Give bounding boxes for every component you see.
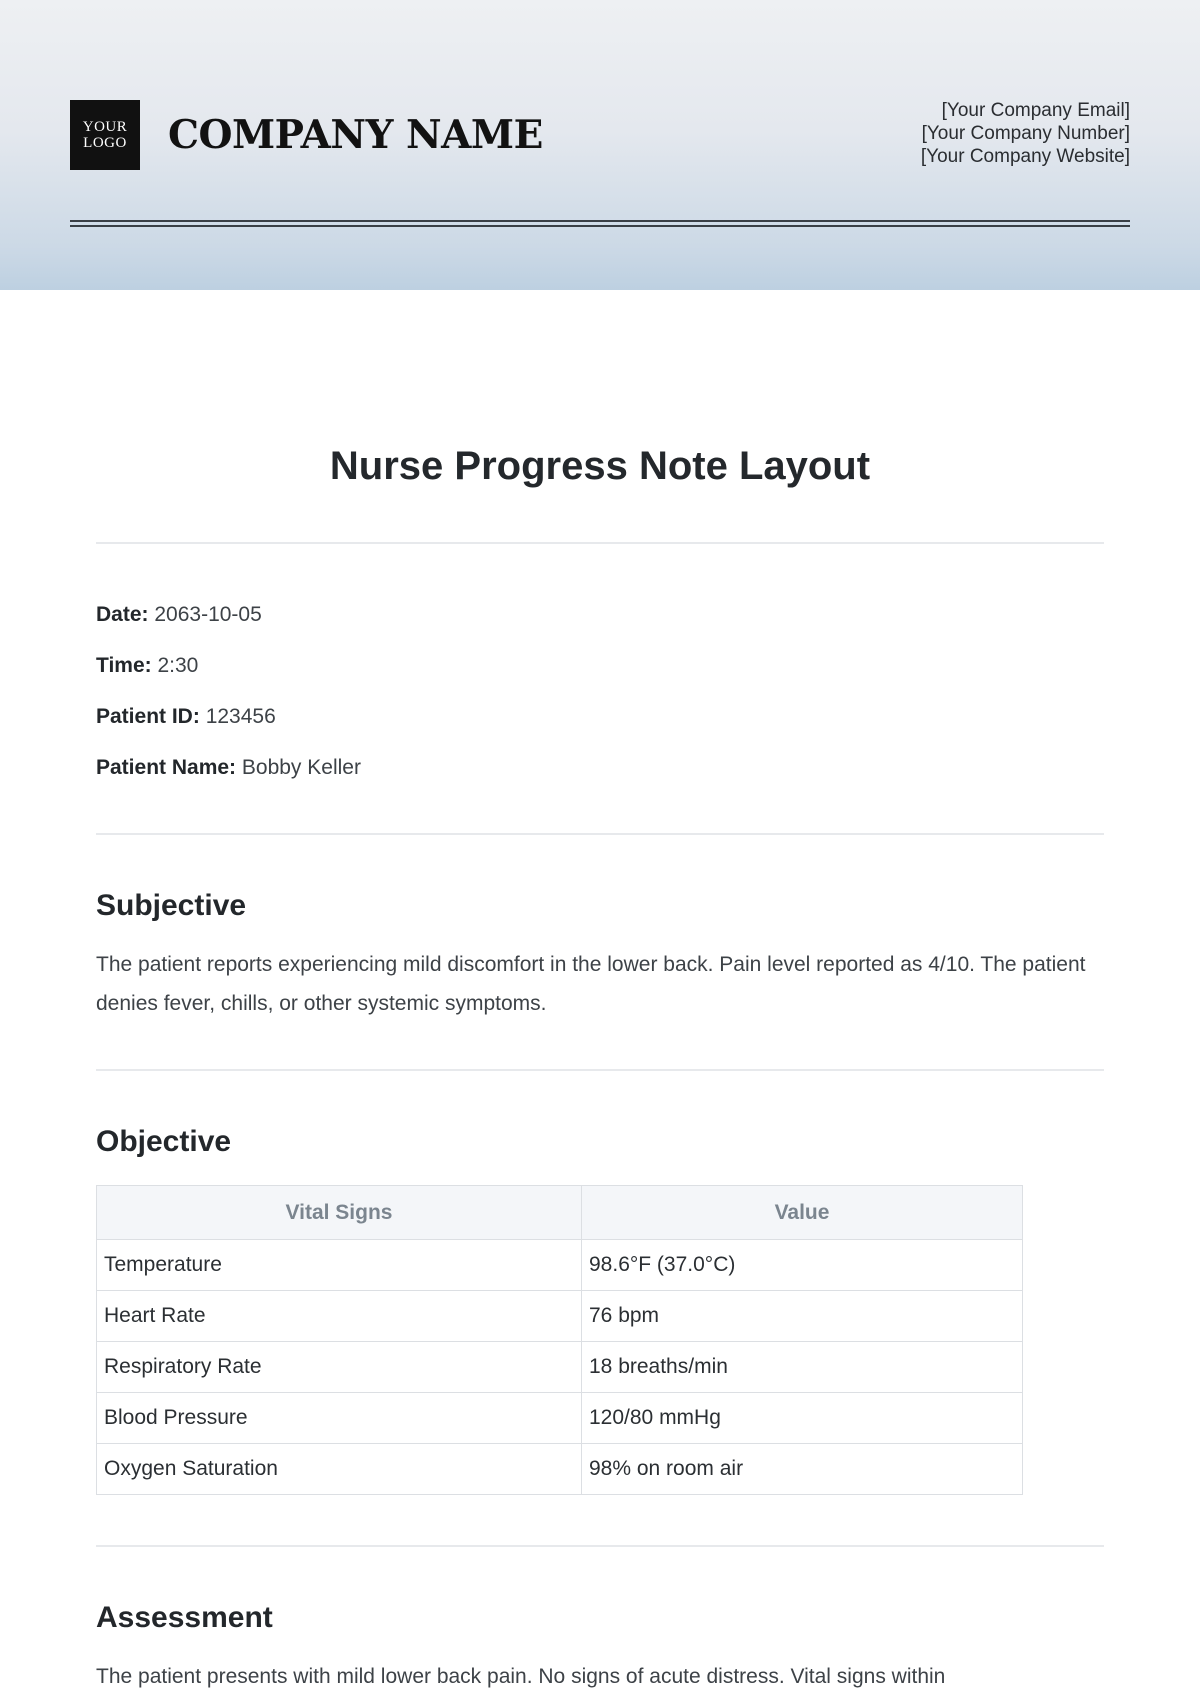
vital-sign-name: Temperature: [97, 1240, 582, 1291]
vital-sign-value: 98% on room air: [582, 1444, 1023, 1495]
vital-sign-value: 18 breaths/min: [582, 1342, 1023, 1393]
table-row: [97, 1240, 1023, 1291]
document-title: Nurse Progress Note Layout: [329, 444, 871, 488]
page-header: [0, 0, 1200, 290]
field-value: Bobby Keller: [241, 756, 361, 779]
logo-line-2: LOGO: [83, 135, 127, 151]
company-logo: [70, 100, 140, 170]
table-row: [97, 1444, 1023, 1495]
field-patient-id: [96, 705, 276, 729]
field-value: 123456: [205, 705, 276, 728]
field-label: Time:: [96, 654, 152, 677]
company-contact: [921, 99, 1130, 168]
divider: [96, 1069, 1104, 1071]
vital-sign-value: 98.6°F (37.0°C): [582, 1240, 1023, 1291]
subjective-text: The patient reports experiencing mild discomfort in the lower back. Pain level reported as 4/10. The patient denies fever, chills, or other systemic symptoms.: [96, 953, 1086, 1015]
field-patient-name: [96, 756, 361, 780]
field-label: Patient ID:: [96, 705, 200, 728]
field-label: Patient Name:: [96, 756, 237, 779]
table-row: [97, 1393, 1023, 1444]
subjective-heading: Subjective: [96, 889, 247, 922]
field-date: [96, 603, 262, 627]
header-rule-bottom: [70, 225, 1130, 227]
company-website: [Your Company Website]: [920, 146, 1130, 167]
objective-heading: Objective: [96, 1125, 232, 1158]
vital-sign-name: Oxygen Saturation: [97, 1444, 582, 1495]
divider: [96, 833, 1104, 835]
divider: [96, 1545, 1104, 1547]
table-row: [97, 1291, 1023, 1342]
divider: [96, 542, 1104, 544]
field-value: 2063-10-05: [154, 603, 262, 626]
table-header-row: [97, 1186, 1023, 1240]
vital-sign-value: 76 bpm: [582, 1291, 1023, 1342]
vital-sign-name: Respiratory Rate: [97, 1342, 582, 1393]
field-value: 2:30: [157, 654, 199, 677]
vital-sign-name: Blood Pressure: [97, 1393, 582, 1444]
column-header-value: Value: [582, 1186, 1023, 1240]
vital-signs-table: [96, 1185, 1023, 1495]
header-rule-top: [70, 220, 1130, 222]
table-row: [97, 1342, 1023, 1393]
vital-sign-value: 120/80 mmHg: [582, 1393, 1023, 1444]
field-label: Date:: [96, 603, 149, 626]
company-number: [Your Company Number]: [921, 123, 1130, 144]
company-name: COMPANY NAME: [168, 112, 543, 158]
vital-sign-name: Heart Rate: [97, 1291, 582, 1342]
company-email: [Your Company Email]: [941, 100, 1130, 121]
field-time: [96, 654, 198, 678]
logo-line-1: YOUR: [82, 119, 128, 135]
column-header-vital-signs: Vital Signs: [97, 1186, 582, 1240]
assessment-heading: Assessment: [96, 1601, 273, 1634]
assessment-text: The patient presents with mild lower back pain. No signs of acute distress. Vital signs within: [96, 1665, 946, 1688]
